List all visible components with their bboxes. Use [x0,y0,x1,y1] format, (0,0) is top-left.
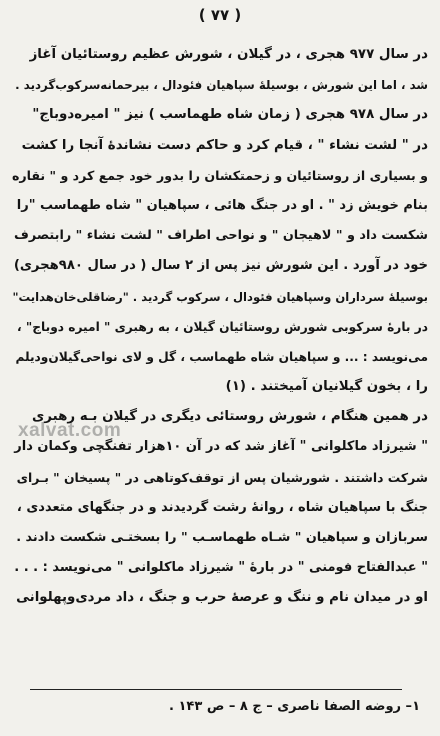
page-number: ( ٧٧ ) [198,6,242,24]
text-line: در سال ۹۷۷ هجری ، در گیلان ، شورش عظیم روستائیان آغاز [29,47,428,62]
text-line: " عبدالفتاح فومنی " در باره‌ٔ " شیرزاد ماکلوانی " می‌نویسد : . . . [14,560,428,576]
body-text [12,40,428,614]
watermark: xalvat.com [18,420,122,441]
text-line: در همین هنگام ، شورش روستائی دیگری در گیلان بـه رهبری [32,409,428,425]
text-line: شکست داد و " لاهیجان " و نواحی اطراف " لشت نشاء " رابتصرف [14,228,428,244]
text-line: او در میدان نام و ننگ و عرصه‌ٔ حرب و جنگ ، داد مردی‌وپهلوانی [16,590,428,606]
text-line: شد ، اما این شورش ، بوسیله‌ٔ سپاهیان فئودال ، بیرحمانه‌سرکوب‌گردید . [15,78,428,93]
text-line: خود در آورد . این شورش نیز پس از ۲ سال ( در سال ۹۸۰هجری) [13,258,428,274]
text-line: می‌نویسد : ... و سپاهیان شاه طهماسب ، گل و لای نواحی‌گیلان‌ودیلم [15,349,428,364]
text-line: بنام خویش زد " . او در جنگ هائی ، سپاهیان " شاه طهماسب "را [16,197,428,213]
text-line: در " لشت نشاء " ، قیام کرد و حاکم دست نشانده‌ٔ آنجا را کشت [21,137,428,153]
text-line: شرکت داشتند . شورشیان پس از توقف‌کوتاهی در " پسیخان " بـرای [16,469,428,485]
text-line: را ، بخون گیلانیان آمیختند . (۱) [225,379,428,395]
text-line: جنگ با سپاهیان شاه ، روانه‌ٔ رشت گردیدند و در جنگهای متعددی ، [16,499,428,515]
footnote: ۱– روضه الصفا ناصری – ج ۸ – ص ۱۴۳ . [169,699,420,714]
text-line: در سال ۹۷۸ هجری ( زمان شاه طهماسب ) نیز " امیره‌دوباج" [32,107,428,123]
text-line: " شیرزاد ماکلوانی " آغاز شد که در آن ۱۰هزار تفنگچی وکمان دار [14,439,428,455]
text-line: در باره‌ٔ سرکوبی شورش روستائیان گیلان ، به رهبری " امیره دوباج" ، [17,319,428,334]
text-line: بوسیله‌ٔ سرداران وسپاهیان فئودال ، سرکوب گردید . "رضاقلی‌خان‌هدایت" [12,289,428,304]
text-line: سربازان و سپاهیان " شـاه طهماسـب " را بسختـی شکست دادند . [16,530,428,545]
text-line: و بسیاری از روستائیان و زحمتکشان را بدور خود جمع کرد و " نقاره [12,167,428,183]
footnote-divider [30,689,402,690]
